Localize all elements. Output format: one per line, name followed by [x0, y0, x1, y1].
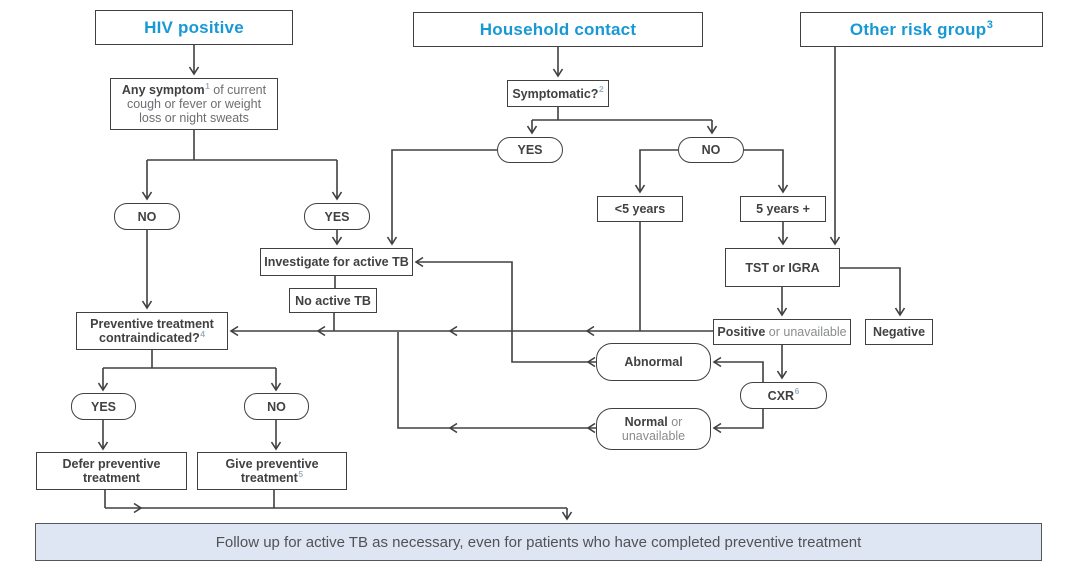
node-any-symptom-label — [115, 80, 273, 125]
follow-up-banner-label: Follow up for active TB as necessary, even for patients who have completed preventive treatment — [215, 533, 862, 551]
node-household-yes — [497, 137, 563, 163]
header-hiv-positive-label: HIV positive — [144, 17, 244, 37]
node-give-preventive-treatment — [197, 452, 347, 490]
node-hiv-yes-label: YES — [324, 209, 350, 224]
header-household-contact-label: Household contact — [479, 19, 637, 39]
node-symptomatic — [507, 80, 609, 107]
footnote-5: 5 — [298, 468, 304, 479]
header-other-risk-group-text: Other risk group — [849, 19, 987, 39]
node-any-symptom — [110, 78, 278, 130]
node-5-years-plus-label: 5 years + — [756, 202, 810, 216]
node-give-label — [202, 457, 342, 485]
any-symptom-rest: of current cough or fever or weight loss or night sweats — [126, 83, 267, 125]
node-hiv-yes — [304, 203, 370, 230]
node-cxr-label — [767, 386, 800, 403]
node-positive-label — [717, 325, 846, 339]
node-normal-label — [601, 415, 706, 443]
node-hiv-no — [114, 203, 180, 230]
symptomatic-text: Symptomatic? — [512, 86, 599, 101]
normal-rest: or unavailable — [621, 415, 686, 443]
cxr-text: CXR — [767, 388, 795, 403]
header-hiv-positive — [95, 10, 293, 45]
contraindicated-text: Preventive treatment contraindicated? — [90, 317, 214, 345]
header-other-risk-group — [800, 12, 1043, 47]
header-other-risk-group-label — [850, 20, 993, 39]
footnote-3: 3 — [986, 19, 994, 32]
node-abnormal — [596, 343, 711, 381]
node-contraindicated-yes-label: YES — [90, 399, 116, 414]
normal-bold: Normal — [624, 415, 668, 429]
node-5-years-plus — [740, 196, 826, 222]
node-household-no-label: NO — [701, 143, 721, 157]
node-negative — [865, 319, 933, 345]
node-defer-label: Defer preventive treatment — [62, 457, 161, 485]
footnote-4: 4 — [200, 328, 205, 339]
node-cxr — [740, 382, 827, 409]
node-symptomatic-label — [512, 84, 604, 101]
any-symptom-bold: Any symptom — [121, 83, 205, 97]
node-normal-or-unavailable — [596, 408, 711, 450]
node-contraindicated-label — [81, 317, 223, 345]
node-no-active-tb-label: No active TB — [295, 293, 371, 308]
footnote-2: 2 — [598, 84, 604, 95]
node-negative-label: Negative — [872, 325, 926, 339]
node-household-yes-label: YES — [517, 143, 543, 157]
node-hiv-no-label: NO — [137, 209, 157, 224]
node-abnormal-label: Abnormal — [624, 355, 683, 369]
header-household-contact — [413, 12, 703, 47]
node-contraindicated-no-label: NO — [267, 399, 286, 414]
node-no-active-tb — [289, 288, 377, 313]
positive-rest: or unavailable — [765, 325, 847, 339]
node-under-5-years — [597, 196, 683, 222]
node-tst-or-igra-label: TST or IGRA — [745, 260, 820, 275]
node-preventive-treatment-contraindicated — [76, 312, 228, 350]
node-household-no — [678, 137, 744, 163]
node-contraindicated-yes — [71, 393, 136, 420]
follow-up-banner — [35, 523, 1042, 561]
node-investigate-label: Investigate for active TB — [264, 255, 409, 269]
node-tst-or-igra — [725, 248, 840, 287]
node-investigate-active-tb — [260, 248, 413, 276]
footnote-6: 6 — [794, 386, 800, 397]
node-contraindicated-no — [244, 393, 309, 420]
node-positive-or-unavailable — [713, 319, 851, 345]
positive-bold: Positive — [717, 325, 766, 339]
node-defer-preventive-treatment — [36, 452, 187, 490]
footnote-1: 1 — [205, 80, 210, 91]
give-text: Give preventive treatment — [225, 457, 319, 485]
node-under-5-years-label: <5 years — [614, 202, 666, 216]
